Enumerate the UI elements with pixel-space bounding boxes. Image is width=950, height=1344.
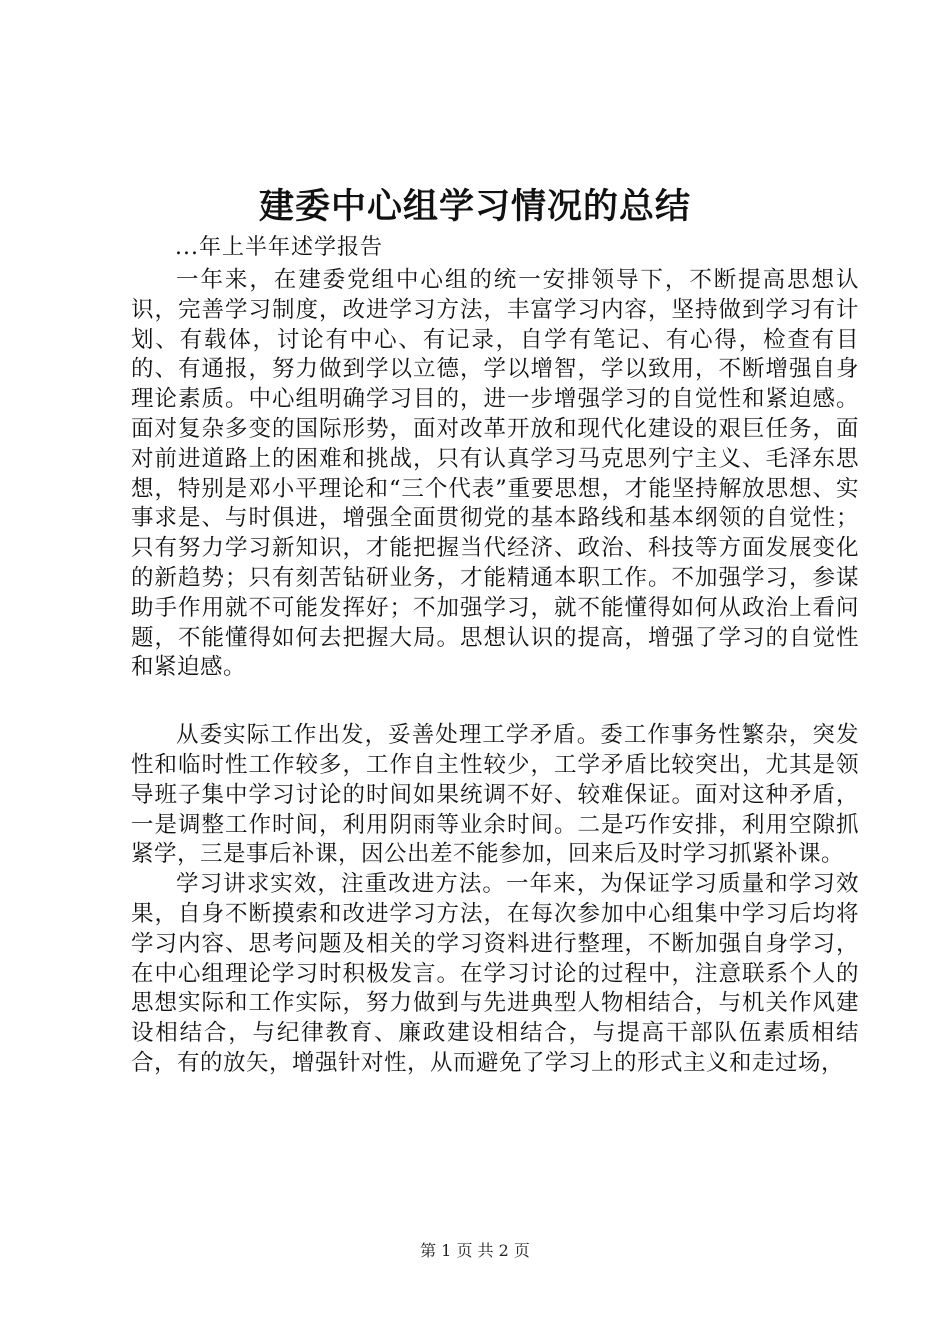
document-subtitle: ...年上半年述学报告 [175, 235, 383, 260]
page-footer: 第 1 页 共 2 页 [420, 1241, 530, 1260]
body-paragraph: 学习讲求实效，注重改进方法。一年来，为保证学习质量和学习效果，自身不断摸索和改进学习方法，在每次参加中心组集中学习后均将学习内容、思考问题及相关的学习资料进行整理，不断加强自身学习，在中心组理论学习时积极发言。在学习讨论的过程中，注意联系个人的思想实际和工作实际，努力做到与先进典型人物相结合，与机关作风建设相结合，与纪律教育、廉政建设相结合，与提高干部队伍素质相结合，有的放矢，增强针对性，从而避免了学习上的形式主义和走过场， [131, 871, 859, 1076]
body-paragraph: 从委实际工作出发，妥善处理工学矛盾。委工作事务性繁杂，突发性和临时性工作较多，工作自主性较少，工学矛盾比较突出，尤其是领导班子集中学习讨论的时间如果统调不好、较难保证。面对这种矛盾，一是调整工作时间，利用阴雨等业余时间。二是巧作安排，利用空隙抓紧学，三是事后补课，因公出差不能参加，回来后及时学习抓紧补课。 [131, 722, 859, 868]
body-paragraph: 一年来，在建委党组中心组的统一安排领导下，不断提高思想认识，完善学习制度，改进学习方法，丰富学习内容，坚持做到学习有计划、有载体，讨论有中心、有记录，自学有笔记、有心得，检查有目的、有通报，努力做到学以立德，学以增智，学以致用，不断增强自身理论素质。中心组明确学习目的，进一步增强学习的自觉性和紧迫感。面对复杂多变的国际形势，面对改革开放和现代化建设的艰巨任务，面对前进道路上的困难和挑战，只有认真学习马克思列宁主义、毛泽东思想，特别是邓小平理论和“三个代表”重要思想，才能坚持解放思想、实事求是、与时俱进，增强全面贯彻党的基本路线和基本纲领的自觉性；只有努力学习新知识，才能把握当代经济、政治、科技等方面发展变化的新趋势；只有刻苦钻研业务，才能精通本职工作。不加强学习，参谋助手作用就不可能发挥好；不加强学习，就不能懂得如何从政治上看问题，不能懂得如何去把握大局。思想认识的提高，增强了学习的自觉性和紧迫感。 [131, 267, 859, 681]
document-body [131, 266, 859, 1079]
document-title: 建委中心组学习情况的总结 [258, 186, 691, 227]
